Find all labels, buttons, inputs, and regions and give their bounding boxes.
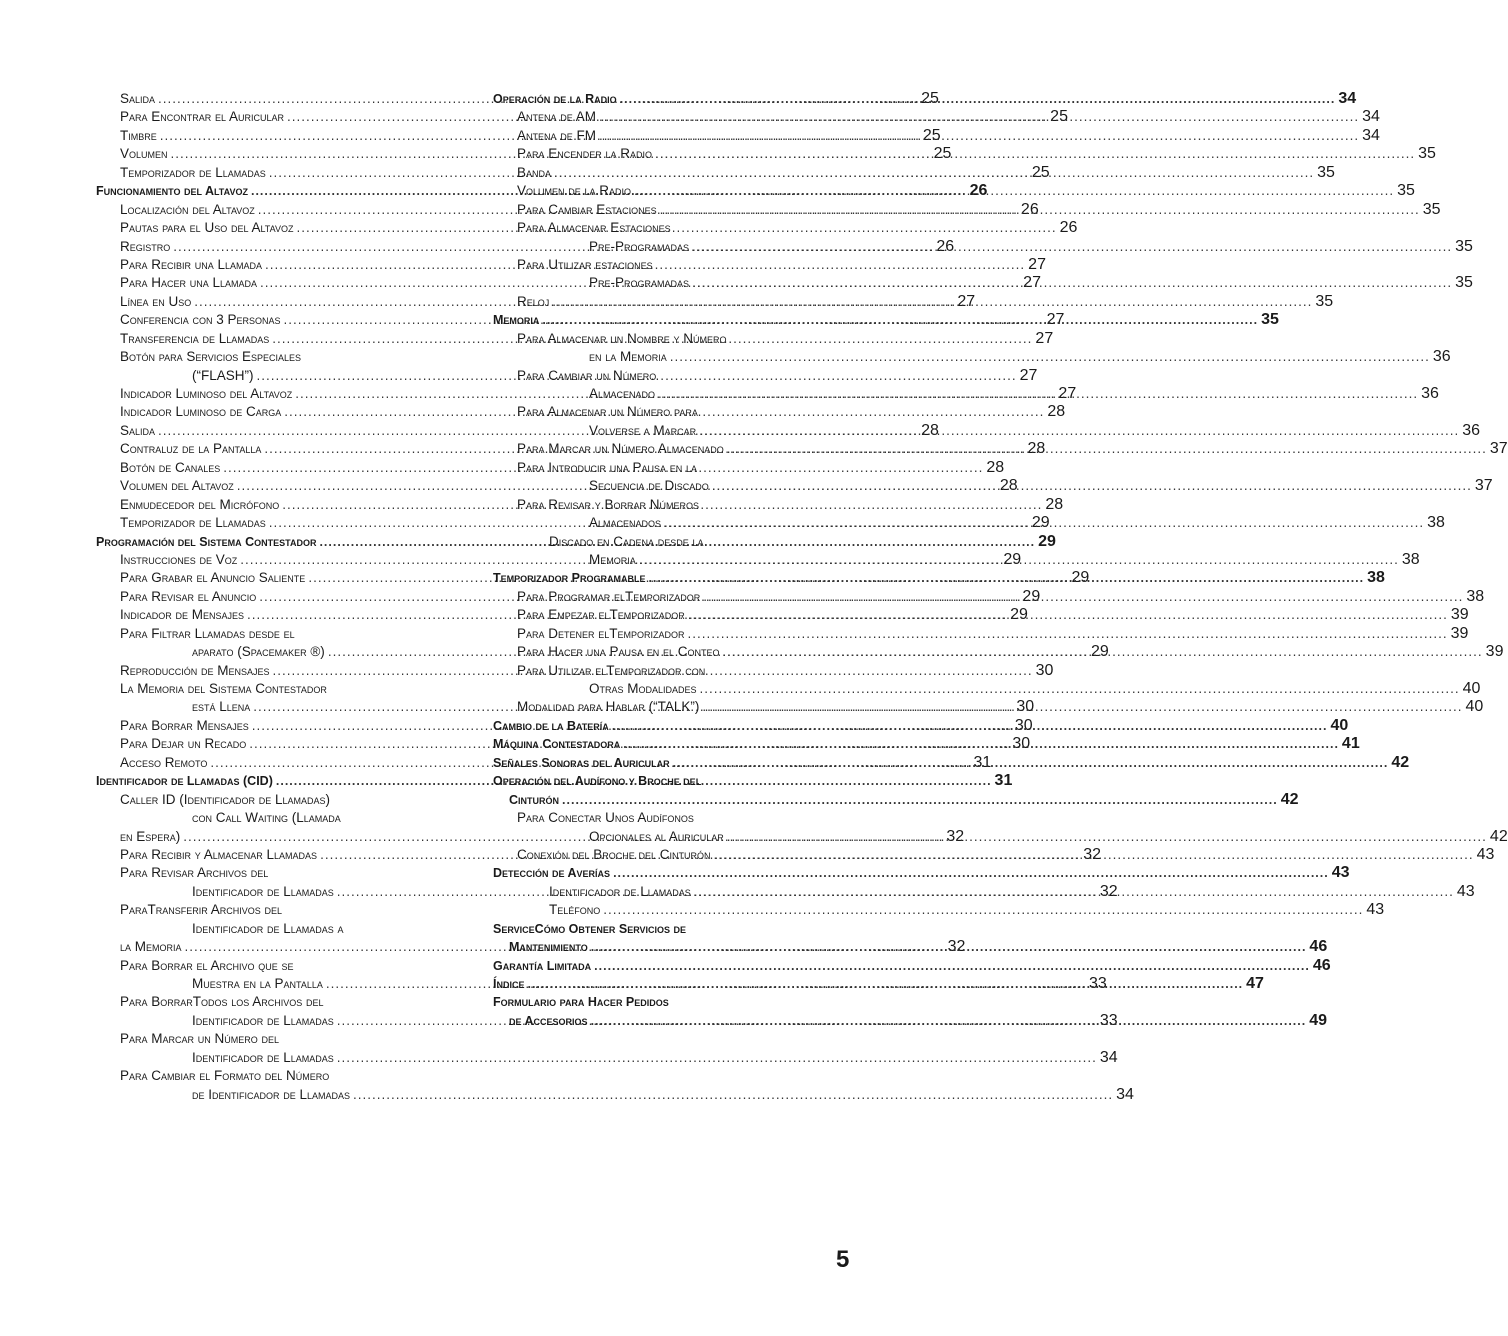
toc-leader-dots [723, 643, 1483, 661]
toc-page-number: 27 [1028, 255, 1046, 273]
toc-entry-title: Indicador Luminoso de Carga [120, 404, 282, 420]
toc-entry-title: Para Introducir una Pausa en la [517, 459, 698, 475]
toc-page-number: 29 [1090, 643, 1109, 661]
toc-entry [493, 256, 856, 274]
toc-page-number: 35 [1422, 200, 1441, 218]
toc-leader-dots [554, 164, 1314, 182]
toc-entry-title: está Llena [192, 699, 251, 715]
toc-entry-title: Identificador de Llamadas [192, 883, 334, 899]
toc-leader-dots [714, 846, 1474, 864]
toc-entry [493, 348, 1451, 366]
toc-leader-dots [353, 1086, 1113, 1104]
toc-entry-title: Identificador de Llamadas (CID) [96, 774, 273, 789]
toc-entry-title: Mantenimiento [509, 940, 588, 955]
toc-entry [96, 957, 459, 975]
toc-leader-dots [688, 625, 1448, 643]
toc-leader-dots [699, 422, 1459, 440]
toc-entry-title: Para Recibir y Almacenar Llamadas [120, 846, 318, 862]
toc-page-number: 43 [1331, 864, 1350, 882]
toc-entry [493, 330, 856, 348]
toc-page-number: 28 [999, 477, 1018, 495]
toc-page-number: 36 [1432, 348, 1451, 366]
toc-entry-title: Para Hacer una Llamada [120, 275, 258, 291]
toc-entry-title: Salida [120, 422, 156, 438]
toc-entry [493, 993, 856, 1011]
toc-entry-title: Conexión del Broche del Cinturón [517, 846, 711, 862]
toc-leader-dots [673, 754, 1389, 772]
toc-leader-dots [613, 864, 1329, 882]
toc-page-number: 27 [1058, 385, 1077, 402]
toc-entry-title: Indicador Luminoso del Altavoz [120, 386, 293, 401]
toc-leader-dots [692, 274, 1452, 292]
toc-entry [96, 993, 459, 1011]
toc-page-number: 38 [1367, 569, 1385, 587]
toc-entry-title: Temporizador Programable [493, 571, 646, 586]
toc-page-number: 33 [1089, 975, 1107, 992]
toc-leader-dots [670, 348, 1430, 366]
toc-entry-title: Para Cambiar el Formato del Número [120, 1068, 330, 1084]
toc-entry-title: Conferencia con 3 Personas [120, 312, 281, 328]
toc-entry-title: Pre-Programadas [589, 238, 690, 254]
toc-page-number: 47 [1246, 975, 1264, 992]
toc-page-number: 46 [1312, 956, 1331, 974]
toc-page-number: 30 [1014, 716, 1033, 734]
toc-page-number: 29 [1038, 532, 1056, 550]
toc-page-number: 30 [1012, 735, 1031, 753]
toc-page-number: 43 [1366, 901, 1385, 919]
toc-entry-title: Opcionales al Auricular [589, 828, 724, 844]
toc-entry [493, 459, 856, 477]
toc-entry-title: la Memoria [120, 939, 182, 955]
toc-page-number: 28 [1047, 403, 1066, 421]
toc-page-number: 27 [1023, 274, 1041, 292]
toc-entry-title: (“FLASH”) [192, 367, 254, 383]
toc-entry-title: Registro [120, 238, 171, 254]
toc-page-number: 35 [1261, 311, 1279, 329]
toc-entry-title: Volumen del Altavoz [120, 478, 234, 494]
toc-entry [96, 1048, 1118, 1067]
toc-leader-dots [562, 791, 1278, 809]
toc-entry-title: La Memoria del Sistema Contestador [120, 681, 327, 696]
toc-entry [96, 901, 459, 919]
toc-page-number: 35 [1418, 145, 1436, 163]
toc-leader-dots [712, 477, 1472, 495]
toc-entry-title: Enmudecedor del Micrófono [120, 496, 280, 512]
toc-page-number: 31 [973, 753, 992, 771]
toc-entry-title: Operación del Audífono y Broche del [493, 774, 702, 789]
toc-page-number: 39 [1485, 643, 1504, 661]
toc-page-number: 49 [1309, 1011, 1328, 1029]
toc-page-number: 35 [1397, 182, 1415, 200]
toc-leader-dots [639, 551, 1399, 569]
toc-entry-title: con Call Waiting (Llamada [192, 810, 341, 826]
toc-entry-title: Cambio de la Batería [493, 718, 609, 733]
toc-entry [493, 790, 1299, 809]
toc-entry-title: Transferencia de Llamadas [120, 330, 270, 346]
toc-leader-dots [591, 938, 1307, 956]
toc-page-number: 32 [1083, 845, 1101, 863]
toc-entry-title: Para Encender la Radio [517, 146, 653, 162]
toc-page-number: 25 [921, 90, 939, 107]
toc-leader-dots [634, 182, 1394, 200]
toc-entry-title: Para Almacenar un Nombre y Número [517, 330, 727, 346]
toc-entry-title: ParaTransferir Archivos del [120, 902, 283, 918]
toc-entry-title: Otras Modalidades [589, 681, 697, 696]
toc-page-number: 29 [1003, 550, 1022, 568]
toc-page-number: 28 [1027, 440, 1046, 458]
toc-entry-title: Identificador de Llamadas [192, 1012, 334, 1028]
toc-page-number: 29 [1031, 514, 1050, 532]
toc-entry [96, 1067, 459, 1085]
toc-page-number: 28 [1045, 495, 1064, 513]
toc-leader-dots [694, 883, 1454, 901]
toc-entry [96, 680, 459, 698]
toc-entry-title: Secuencia de Discado [589, 478, 709, 494]
toc-page-number: 25 [933, 145, 952, 163]
toc-entry-title: Para BorrarTodos los Archivos del [120, 994, 324, 1010]
toc-page-number: 42 [1280, 790, 1299, 808]
toc-entry-title: Garantía Limitada [493, 958, 592, 973]
toc-entry [493, 920, 856, 938]
toc-entry-title: Cinturón [509, 792, 560, 807]
toc-entry-title: Para Dejar un Recado [120, 736, 247, 752]
toc-entry-title: Teléfono [549, 902, 601, 918]
toc-entry [96, 625, 459, 643]
toc-entry [96, 920, 459, 938]
toc-entry [493, 624, 1469, 643]
toc-entry-title: Para Almacenar Estaciones [517, 220, 671, 236]
toc-leader-dots [727, 440, 1487, 458]
toc-page-number: 38 [1427, 514, 1445, 532]
toc-entry [96, 791, 459, 809]
toc-page-number: 27 [1035, 329, 1054, 347]
toc-leader-dots [337, 1049, 1097, 1067]
toc-leader-dots [623, 735, 1339, 753]
toc-entry-title: Temporizador de Llamadas [120, 164, 266, 180]
toc-page-number: 26 [1059, 219, 1078, 237]
toc-page-number: 27 [1019, 366, 1038, 384]
toc-entry-title: Operación de la Radio [493, 92, 617, 106]
toc-page-number: 42 [1489, 827, 1508, 845]
toc-entry-title: Para Recibir una Llamada [120, 256, 263, 272]
toc-leader-dots [703, 588, 1463, 606]
toc-entry-title: Contraluz de la Pantalla [120, 441, 262, 457]
toc-entry-title: Para Utilizar estaciones [517, 256, 653, 272]
toc-entry-title: Almacenado [589, 386, 656, 401]
toc-entry-title: Programación del Sistema Contestador [96, 534, 317, 549]
toc-entry-title: Pautas para el Uso del Altavoz [120, 220, 294, 236]
toc-entry-title: Localización del Altavoz [120, 201, 255, 217]
toc-page-number: 29 [1022, 587, 1041, 605]
toc-leader-dots [700, 680, 1460, 698]
toc-page-number: 27 [957, 292, 976, 310]
toc-page-number: 30 [1035, 661, 1054, 679]
toc-page-number: 34 [1362, 108, 1380, 126]
toc-entry [493, 956, 1331, 975]
toc-leader-dots [660, 201, 1420, 219]
toc-entry-title: Detección de Averías [493, 866, 611, 881]
toc-entry-title: Identificador de Llamadas a [192, 920, 344, 936]
toc-entry-title: Almacenados [589, 515, 662, 531]
toc-entry-title: Para Almacenar un Número para [517, 404, 698, 420]
toc-page-number: 40 [1465, 698, 1484, 716]
toc-page-number: 40 [1330, 716, 1349, 734]
toc-entry-title: Para Marcar un Número Almacenado [517, 441, 724, 457]
toc-entry-title: Reproducción de Mensajes [120, 662, 270, 678]
toc-page-number: 32 [946, 827, 965, 845]
toc-entry-title: Señales Sonoras del Auricular [493, 755, 670, 770]
toc-page-number: 31 [994, 772, 1013, 790]
toc-entry-title: Para Filtrar Llamadas desde el [120, 625, 295, 641]
toc-leader-dots [658, 385, 1418, 403]
toc-entry-title: Salida [120, 91, 156, 106]
toc-entry-title: Formulario para Hacer Pedidos [493, 995, 669, 1010]
toc-entry [493, 533, 856, 551]
toc-page-number: 25 [1031, 163, 1050, 181]
toc-leader-dots [599, 108, 1359, 126]
toc-leader-dots [692, 238, 1452, 256]
toc-page-number: 30 [1016, 698, 1035, 716]
toc-page-number: 29 [1010, 606, 1028, 624]
toc-entry-title: Para Conectar Unos Audífonos [517, 810, 694, 826]
toc-entry [96, 348, 459, 366]
toc-entry-title: aparato (Spacemaker ®) [192, 644, 325, 660]
toc-page-number: 40 [1462, 680, 1481, 697]
toc-entry-title: Botón para Servicios Especiales [120, 349, 301, 365]
toc-leader-dots [727, 828, 1487, 846]
toc-page-number: 28 [921, 421, 939, 439]
toc-entry-title: Indicador de Mensajes [120, 607, 245, 623]
toc-page-number: 46 [1309, 938, 1328, 956]
toc-leader-dots [591, 1012, 1307, 1030]
toc-entry-title: Botón de Canales [120, 459, 221, 475]
toc-entry-title: Para Revisar y Borrar Números [517, 496, 700, 512]
toc-entry-title: Índice [493, 977, 525, 991]
toc-page-number: 26 [936, 237, 955, 255]
toc-page-number: 35 [1455, 274, 1473, 292]
toc-page-number: 32 [1099, 882, 1118, 900]
toc-page-number: 36 [1421, 385, 1439, 402]
toc-entry [493, 403, 856, 421]
toc-page-number: 39 [1450, 606, 1469, 624]
toc-entry-title: Pre-Programadas [589, 275, 690, 291]
toc-entry-title: Banda [517, 164, 552, 180]
toc-page-number: 37 [1489, 440, 1508, 458]
toc-entry [493, 809, 856, 827]
toc-page-number: 34 [1099, 1048, 1118, 1066]
toc-entry-title: Para Detener elTemporizador [517, 625, 685, 641]
toc-page-number: 33 [1099, 1011, 1118, 1029]
toc-page-number: 42 [1391, 753, 1410, 771]
toc-page-number: 34 [1338, 90, 1357, 107]
toc-leader-dots [542, 311, 1258, 329]
toc-leader-dots [688, 606, 1448, 624]
toc-entry-title: Para Encontrar el Auricular [120, 109, 285, 125]
toc-page-number: 37 [1474, 477, 1493, 495]
toc-entry-title: Discado en Cadena desde la [549, 533, 704, 549]
toc-entry-title: de Accesorios [509, 1013, 588, 1028]
toc-entry-title: de Identificador de Llamadas [192, 1086, 351, 1102]
toc-page-number: 41 [1341, 735, 1360, 753]
toc-entry-title: Volumen [120, 146, 168, 162]
toc-entry [493, 496, 856, 514]
toc-entry-title: Para Utilizar elTemporizador con [517, 662, 706, 678]
toc-page-number: 26 [969, 182, 988, 200]
toc-page-number: 43 [1476, 845, 1495, 863]
toc-leader-dots [603, 901, 1363, 919]
toc-entry-title: Para Borrar el Archivo que se [120, 957, 294, 973]
toc-entry [493, 662, 856, 680]
toc-entry [493, 680, 1481, 698]
toc-entry-title: Para Revisar Archivos del [120, 865, 269, 881]
toc-entry-title: Para Grabar el Anuncio Saliente [120, 570, 306, 586]
toc-entry-title: Línea en Uso [120, 293, 192, 309]
toc-entry-title: Para Cambiar Estaciones [517, 201, 657, 217]
toc-entry-title: Antena de AM [517, 109, 597, 125]
toc-leader-dots [612, 717, 1328, 735]
toc-page-number: 38 [1401, 550, 1420, 568]
toc-entry-title: Memoria [493, 313, 540, 328]
toc-entry-title: Para Cambiar un Número [517, 367, 657, 383]
toc-entry [493, 864, 1350, 882]
toc-leader-dots [620, 90, 1336, 108]
toc-entry-title: Para Marcar un Número del [120, 1031, 280, 1047]
toc-entry-title: Modalidad para Hablar (“TALK”) [517, 699, 700, 715]
toc-entry [96, 882, 1118, 901]
toc-page-number: 34 [1362, 126, 1380, 144]
toc-page-number: 25 [922, 126, 941, 144]
toc-page-number: 36 [1462, 421, 1481, 439]
toc-page-number: 39 [1450, 624, 1469, 642]
toc-leader-dots [702, 698, 1462, 716]
toc-entry-title: Timbre [120, 127, 157, 143]
toc-entry-title: Caller ID (Identificador de Llamadas) [120, 791, 331, 807]
toc-entry [96, 1030, 459, 1048]
toc-page-number: 26 [1020, 200, 1039, 218]
toc-leader-dots [599, 127, 1359, 145]
toc-entry-title: Muestra en la Pantalla [192, 976, 323, 991]
toc-entry-title: Antena de FM [517, 127, 597, 143]
toc-entry [493, 772, 856, 790]
toc-entry-title: Para Programar elTemporizador [517, 588, 701, 604]
page-number: 5 [836, 1246, 850, 1273]
toc-page-number: 43 [1456, 882, 1475, 900]
toc-entry-title: Temporizador de Llamadas [120, 515, 266, 531]
toc-entry-title: Para Hacer una Pausa en el Conteo [517, 644, 720, 660]
toc-entry [96, 864, 459, 882]
toc-page-number: 29 [1071, 569, 1090, 587]
toc-leader-dots [527, 975, 1243, 993]
toc-leader-dots [648, 569, 1364, 587]
toc-entry [493, 901, 1385, 919]
toc-entry-title: ServiceCómo Obtener Servicios de [493, 921, 687, 936]
toc-leader-dots [552, 293, 1312, 311]
toc-entry-title: Para Empezar elTemporizador [517, 607, 685, 623]
toc-page-number: 35 [1315, 292, 1334, 310]
toc-entry-title: en Espera) [120, 828, 181, 844]
toc-page-number: 28 [986, 458, 1005, 476]
toc-entry-title: en la Memoria [589, 349, 667, 365]
toc-entry-title: Instrucciones de Voz [120, 551, 238, 567]
toc-entry [493, 367, 856, 385]
toc-leader-dots [664, 514, 1424, 532]
toc-entry [493, 219, 856, 237]
toc-entry-title: Para Revisar el Anuncio [120, 588, 257, 604]
toc-entry-title: Memoria [589, 551, 636, 567]
toc-page-number: 32 [947, 938, 966, 956]
toc-entry [96, 809, 459, 827]
toc-entry-title: Identificador de Llamadas [192, 1049, 334, 1065]
toc-entry-title: Para Borrar Mensajes [120, 717, 249, 733]
toc-leader-dots [594, 957, 1310, 975]
toc-page-number: 38 [1466, 587, 1485, 605]
toc-entry-title: Reloj [517, 293, 550, 309]
toc-entry [96, 1085, 1134, 1104]
toc-entry-title: Volumen de la Radio [517, 183, 632, 199]
toc-page-number: 25 [1050, 108, 1068, 126]
toc-page-number: 35 [1317, 163, 1335, 181]
toc-entry-title: Máquina Contestadora [493, 737, 621, 752]
toc-page-number: 27 [1046, 311, 1065, 329]
toc-page-number: 35 [1455, 237, 1473, 255]
toc-entry-title: Funcionamiento del Altavoz [96, 184, 248, 199]
toc-entry-title: Volverse a Marcar [589, 422, 697, 438]
toc-entry-title: Identificador de Llamadas [549, 883, 691, 899]
toc-entry-title: Acceso Remoto [120, 754, 208, 770]
toc-page-number: 34 [1116, 1085, 1134, 1103]
toc-leader-dots [655, 145, 1415, 163]
